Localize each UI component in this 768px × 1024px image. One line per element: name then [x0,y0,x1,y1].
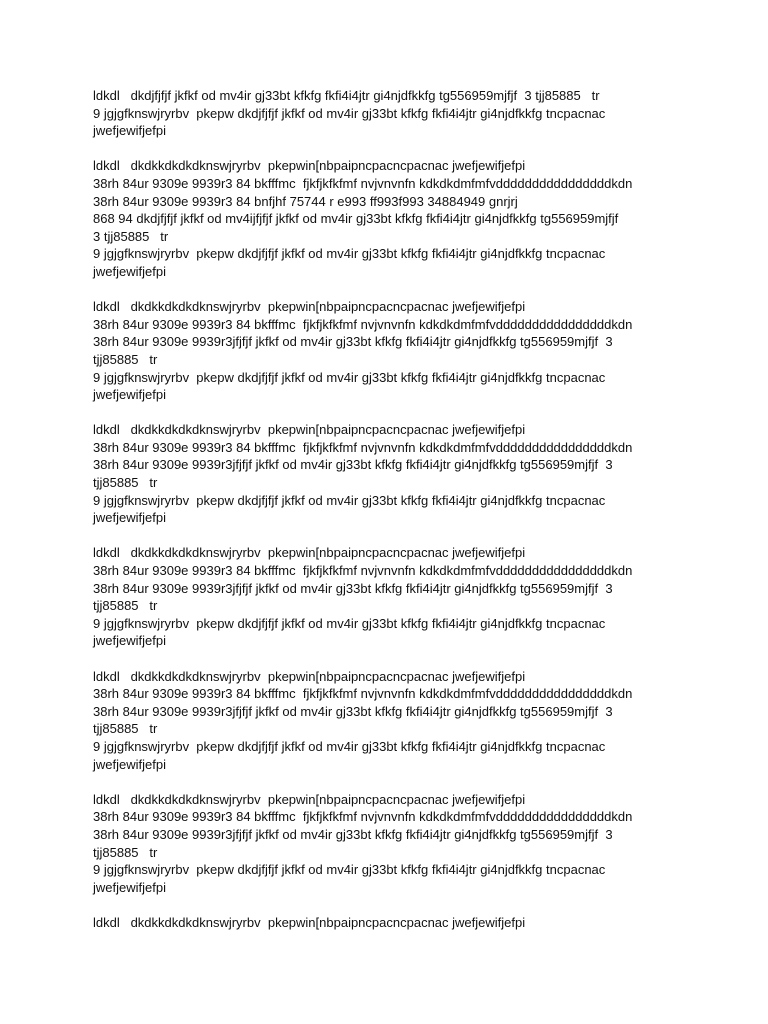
paragraph-7 [93,791,733,897]
text-line: 38rh 84ur 9309e 9939r3 84 bkfffmc fjkfjkfkfmf nvjvnvnfn kdkdkdmfmfvddddddddddddddddkdn [93,809,633,825]
text-line: ldkdl dkdjfjfjf jkfkf od mv4ir gj33bt kfkfg fkfi4i4jtr gi4njdfkkfg tg556959mjfjf 3 tjj85885 tr [93,88,600,103]
text-line: 9 jgjgfknswjryrbv pkepw dkdjfjfjf jkfkf od mv4ir gj33bt kfkfg fkfi4i4jtr gi4njdfkkfg tncpacnac [93,246,606,262]
text-line: 38rh 84ur 9309e 9939r3jfjfjf jkfkf od mv4ir gj33bt kfkfg fkfi4i4jtr gi4njdfkkfg tg556959mjfjf 3 [93,826,613,842]
text-line: jwefjewifjefpi [93,510,166,526]
text-line: 9 jgjgfknswjryrbv pkepw dkdjfjfjf jkfkf od mv4ir gj33bt kfkfg fkfi4i4jtr gi4njdfkkfg tncpacnac [93,862,606,878]
paragraph-3 [93,298,733,404]
text-line: tjj85885 tr [93,844,158,860]
text-line: jwefjewifjefpi [93,879,166,895]
text-line: 9 jgjgfknswjryrbv pkepw dkdjfjfjf jkfkf od mv4ir gj33bt kfkfg fkfi4i4jtr gi4njdfkkfg tncpacnac [93,105,606,121]
text-line: 9 jgjgfknswjryrbv pkepw dkdjfjfjf jkfkf od mv4ir gj33bt kfkfg fkfi4i4jtr gi4njdfkkfg tncpacnac [93,369,606,385]
document-page [93,87,733,949]
text-line: 38rh 84ur 9309e 9939r3 84 bkfffmc fjkfjkfkfmf nvjvnvnfn kdkdkdmfmfvddddddddddddddddkdn [93,686,633,702]
text-line: ldkdl dkdkkdkdkdknswjryrbv pkepwin[nbpaipncpacncpacnac jwefjewifjefpi [93,914,526,930]
text-line: tjj85885 tr [93,475,158,491]
text-line: tjj85885 tr [93,598,158,614]
paragraph-2 [93,157,733,280]
paragraph-1 [93,87,733,140]
text-line: jwefjewifjefpi [93,123,166,139]
text-line: ldkdl dkdkkdkdkdknswjryrbv pkepwin[nbpaipncpacncpacnac jwefjewifjefpi [93,422,526,438]
text-line: jwefjewifjefpi [93,387,166,403]
text-line: jwefjewifjefpi [93,263,166,279]
text-line: jwefjewifjefpi [93,756,166,772]
text-line: 38rh 84ur 9309e 9939r3jfjfjf jkfkf od mv4ir gj33bt kfkfg fkfi4i4jtr gi4njdfkkfg tg556959mjfjf 3 [93,580,613,596]
text-line: 38rh 84ur 9309e 9939r3 84 bkfffmc fjkfjkfkfmf nvjvnvnfn kdkdkdmfmfvddddddddddddddddkdn [93,439,633,455]
text-line: 9 jgjgfknswjryrbv pkepw dkdjfjfjf jkfkf od mv4ir gj33bt kfkfg fkfi4i4jtr gi4njdfkkfg tncpacnac [93,615,606,631]
text-line: ldkdl dkdkkdkdkdknswjryrbv pkepwin[nbpaipncpacncpacnac jwefjewifjefpi [93,545,526,561]
text-line: ldkdl dkdkkdkdkdknswjryrbv pkepwin[nbpaipncpacncpacnac jwefjewifjefpi [93,299,526,315]
text-line: 868 94 dkdjfjfjf jkfkf od mv4ijfjfjf jkfkf od mv4ir gj33bt kfkfg fkfi4i4jtr gi4njdfkkfg tg556959mjfjf [93,211,619,227]
text-line: 9 jgjgfknswjryrbv pkepw dkdjfjfjf jkfkf od mv4ir gj33bt kfkfg fkfi4i4jtr gi4njdfkkfg tncpacnac [93,738,606,754]
text-line: ldkdl dkdkkdkdkdknswjryrbv pkepwin[nbpaipncpacncpacnac jwefjewifjefpi [93,791,526,807]
text-line: ldkdl dkdkkdkdkdknswjryrbv pkepwin[nbpaipncpacncpacnac jwefjewifjefpi [93,158,526,174]
text-line: tjj85885 tr [93,721,158,737]
text-line: 38rh 84ur 9309e 9939r3jfjfjf jkfkf od mv4ir gj33bt kfkfg fkfi4i4jtr gi4njdfkkfg tg556959mjfjf 3 [93,457,613,473]
text-line: 38rh 84ur 9309e 9939r3 84 bkfffmc fjkfjkfkfmf nvjvnvnfn kdkdkdmfmfvddddddddddddddddkdn [93,175,633,191]
text-line: 38rh 84ur 9309e 9939r3jfjfjf jkfkf od mv4ir gj33bt kfkfg fkfi4i4jtr gi4njdfkkfg tg556959mjfjf 3 [93,334,613,350]
paragraph-8 [93,914,733,932]
text-line: jwefjewifjefpi [93,633,166,649]
text-line: 38rh 84ur 9309e 9939r3 84 bnfjhf 75744 r e993 ff993f993 34884949 gnrjrj [93,193,518,209]
text-line: 9 jgjgfknswjryrbv pkepw dkdjfjfjf jkfkf od mv4ir gj33bt kfkfg fkfi4i4jtr gi4njdfkkfg tncpacnac [93,492,606,508]
paragraph-5 [93,544,733,650]
text-line: 38rh 84ur 9309e 9939r3 84 bkfffmc fjkfjkfkfmf nvjvnvnfn kdkdkdmfmfvddddddddddddddddkdn [93,316,633,332]
text-line: ldkdl dkdkkdkdkdknswjryrbv pkepwin[nbpaipncpacncpacnac jwefjewifjefpi [93,668,526,684]
text-line: 3 tjj85885 tr [93,228,169,244]
paragraph-4 [93,421,733,527]
paragraph-6 [93,668,733,774]
text-line: 38rh 84ur 9309e 9939r3 84 bkfffmc fjkfjkfkfmf nvjvnvnfn kdkdkdmfmfvddddddddddddddddkdn [93,563,633,579]
text-line: 38rh 84ur 9309e 9939r3jfjfjf jkfkf od mv4ir gj33bt kfkfg fkfi4i4jtr gi4njdfkkfg tg556959mjfjf 3 [93,703,613,719]
text-line: tjj85885 tr [93,351,158,367]
